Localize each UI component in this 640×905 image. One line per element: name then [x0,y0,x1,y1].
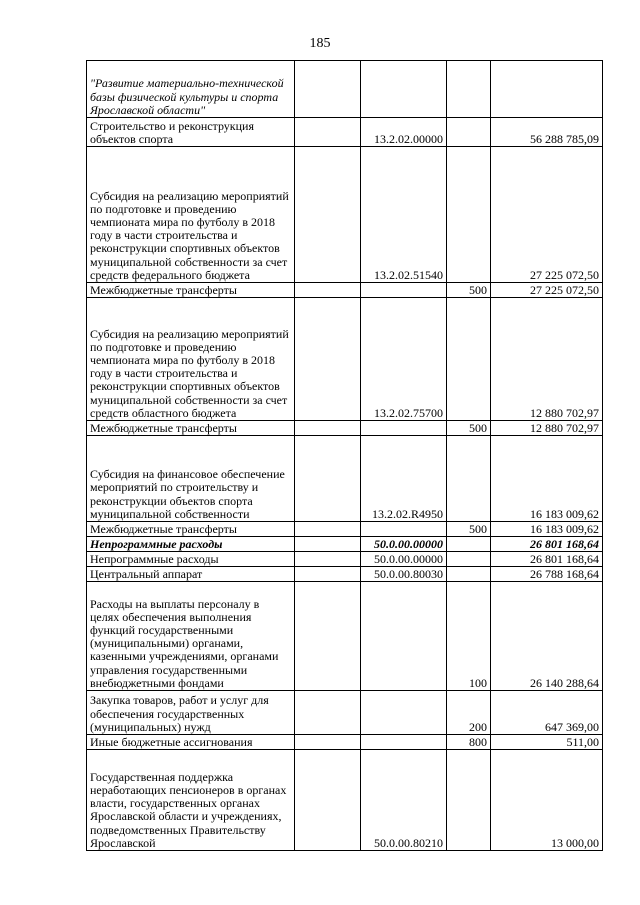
row-code-cell: 13.2.02.00000 [361,118,447,147]
table-row [87,582,603,691]
row-name-cell: Субсидия на реализацию мероприятий по подготовке и проведению чемпионата мира по футболу в 2018 году в части строительства и реконструкции спортивных объектов муниципальной собственности за счет средств областного бюджета [87,298,295,421]
row-name-cell: Центральный аппарат [87,567,295,582]
row-empty-cell [295,552,361,567]
page-number: 185 [309,36,331,51]
row-name-cell: Расходы на выплаты персоналу в целях обеспечения выполнения функций государственными (муниципальными) органами, казенными учреждениями, органами управления государственными внебюджетными фондами [87,582,295,691]
row-empty-cell [295,61,361,118]
table-row [87,691,603,735]
table-row [87,735,603,750]
table-row [87,283,603,298]
row-expense-type-cell: 500 [447,283,491,298]
row-amount-cell: 26 788 168,64 [491,567,603,582]
row-code-cell: 50.0.00.80030 [361,567,447,582]
row-expense-type-cell [447,567,491,582]
row-empty-cell [295,750,361,851]
row-expense-type-cell: 800 [447,735,491,750]
row-empty-cell [295,537,361,552]
row-name-cell: Непрограммные расходы [87,537,295,552]
row-name-cell: Закупка товаров, работ и услуг для обеспечения государственных (муниципальных) нужд [87,691,295,735]
table-row [87,298,603,421]
budget-table-body [87,61,603,851]
row-name-cell: Субсидия на финансовое обеспечение мероприятий по строительству и реконструкции объектов спорта муниципальной собственности [87,436,295,522]
row-expense-type-cell: 500 [447,522,491,537]
table-row [87,118,603,147]
row-amount-cell: 26 801 168,64 [491,552,603,567]
row-code-cell [361,582,447,691]
row-empty-cell [295,735,361,750]
row-name-cell: "Развитие материально-технической базы физической культуры и спорта Ярославской области" [87,61,295,118]
row-amount-cell: 12 880 702,97 [491,421,603,436]
row-code-cell: 13.2.02.51540 [361,147,447,283]
table-row [87,61,603,118]
table-row [87,436,603,522]
row-expense-type-cell [447,61,491,118]
row-expense-type-cell [447,298,491,421]
row-expense-type-cell: 500 [447,421,491,436]
row-code-cell [361,522,447,537]
row-code-cell [361,61,447,118]
row-amount-cell: 13 000,00 [491,750,603,851]
row-amount-cell: 27 225 072,50 [491,283,603,298]
row-code-cell: 50.0.00.80210 [361,750,447,851]
row-name-cell: Межбюджетные трансферты [87,283,295,298]
row-name-cell: Строительство и реконструкция объектов спорта [87,118,295,147]
table-row [87,552,603,567]
row-code-cell [361,283,447,298]
table-row [87,537,603,552]
table-row [87,567,603,582]
row-expense-type-cell [447,118,491,147]
row-code-cell [361,691,447,735]
row-amount-cell: 26 140 288,64 [491,582,603,691]
row-amount-cell [491,61,603,118]
row-expense-type-cell: 100 [447,582,491,691]
row-code-cell: 50.0.00.00000 [361,552,447,567]
row-empty-cell [295,283,361,298]
row-code-cell [361,421,447,436]
budget-table [86,60,603,851]
row-expense-type-cell [447,750,491,851]
row-name-cell: Субсидия на реализацию мероприятий по подготовке и проведению чемпионата мира по футболу в 2018 году в части строительства и реконструкции спортивных объектов муниципальной собственности за счет средств федерального бюджета [87,147,295,283]
row-name-cell: Государственная поддержка неработающих пенсионеров в органах власти, государственных органах Ярославской области и учреждениях, подведомственных Правительству Ярославской [87,750,295,851]
row-amount-cell: 511,00 [491,735,603,750]
row-empty-cell [295,118,361,147]
row-empty-cell [295,582,361,691]
row-expense-type-cell [447,552,491,567]
row-empty-cell [295,567,361,582]
row-name-cell: Межбюджетные трансферты [87,421,295,436]
row-expense-type-cell [447,147,491,283]
row-empty-cell [295,436,361,522]
table-row [87,750,603,851]
row-amount-cell: 27 225 072,50 [491,147,603,283]
table-row [87,522,603,537]
row-amount-cell: 16 183 009,62 [491,436,603,522]
row-code-cell [361,735,447,750]
row-code-cell: 13.2.02.75700 [361,298,447,421]
row-name-cell: Непрограммные расходы [87,552,295,567]
row-expense-type-cell: 200 [447,691,491,735]
row-amount-cell: 647 369,00 [491,691,603,735]
row-empty-cell [295,421,361,436]
row-expense-type-cell [447,436,491,522]
row-amount-cell: 56 288 785,09 [491,118,603,147]
row-empty-cell [295,522,361,537]
row-amount-cell: 16 183 009,62 [491,522,603,537]
row-empty-cell [295,298,361,421]
row-empty-cell [295,147,361,283]
table-row [87,147,603,283]
row-empty-cell [295,691,361,735]
row-name-cell: Иные бюджетные ассигнования [87,735,295,750]
row-amount-cell: 12 880 702,97 [491,298,603,421]
row-code-cell: 13.2.02.R4950 [361,436,447,522]
row-name-cell: Межбюджетные трансферты [87,522,295,537]
row-amount-cell: 26 801 168,64 [491,537,603,552]
row-expense-type-cell [447,537,491,552]
table-row [87,421,603,436]
row-code-cell: 50.0.00.00000 [361,537,447,552]
